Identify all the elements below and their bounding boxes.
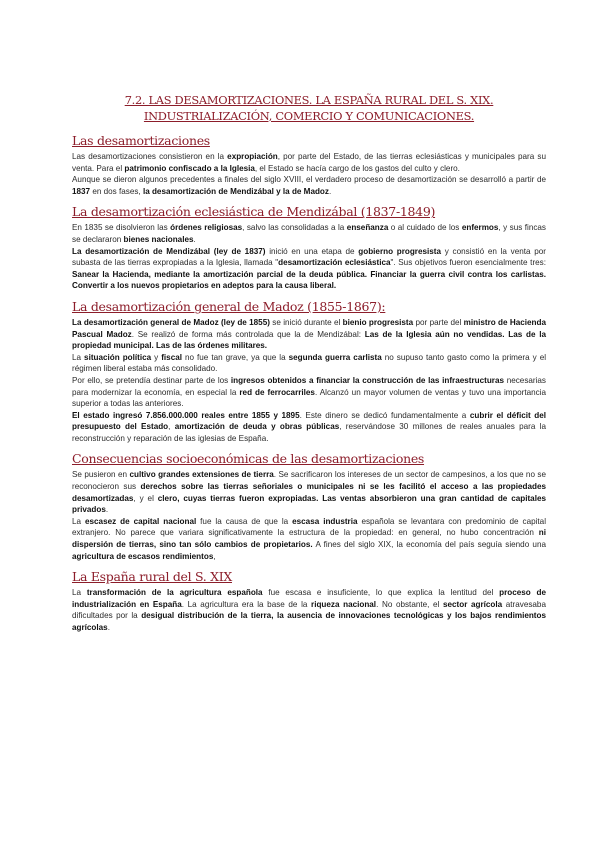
paragraph (72, 352, 546, 375)
text-run: . La agricultura era la base de la (181, 599, 312, 609)
text-run: ". Sus objetivos fueron esencialmente tres: (390, 258, 546, 268)
text-run: En 1835 se disolvieron las (72, 223, 171, 233)
bold-text: cubrir el déficit del presupuesto del Estado (72, 410, 547, 432)
bold-text: derechos sobre las tierras señoriales o municipales ni se les facilitó el acceso a las propiedades desamortizadas (72, 482, 546, 503)
bold-text: desamortización eclesiástica (278, 258, 391, 268)
bold-text: fiscal (161, 352, 182, 362)
text-run: y consistió en la venta por subasta de las tierras expropiadas a la Iglesia, llamada " (72, 246, 546, 268)
bold-text: riqueza nacional (311, 599, 377, 609)
bold-text: La desamortización general de Madoz (ley de 1855) (72, 317, 270, 327)
bold-text: 1837 (72, 186, 91, 196)
text-run: por parte del (413, 317, 464, 327)
text-run: . (193, 234, 196, 244)
text-run: Aunque se dieron algunos precedentes a finales del siglo XVIII, el verdadero proceso de desamortización se desarrolló a partir de (72, 175, 546, 185)
bold-text: Las de la Iglesia aún no vendidas. Las de la propiedad municipal. Las de las órdenes militares. (72, 329, 546, 351)
bold-text: la desamortización de Mendizábal y la de Madoz (142, 186, 329, 196)
text-run: inició en una etapa de (265, 246, 359, 256)
text-run: La (72, 352, 85, 362)
text-run: no fue tan grave, ya que la (182, 352, 289, 362)
text-run: , reservándose 30 millones de reales anuales para la reconstrucción y reparación de las iglesias de España. (72, 422, 547, 443)
text-run: no supuso tanto gasto como la primera y el régimen liberal estaba más consolidado. (72, 352, 547, 374)
text-run: , y el (133, 493, 158, 503)
bold-text: expropiación (227, 152, 278, 161)
text-run: . (105, 505, 109, 515)
bold-text: clero, cuyas tierras fueron expropiadas. Las ventas absorbieron una gran cantidad de capitales privados (72, 493, 546, 515)
document-title: 7.2. LAS DESAMORTIZACIONES. LA ESPAÑA RURAL DEL S. XIX. INDUSTRIALIZACIÓN, COMERCIO Y COMUNICACIONES. (124, 93, 494, 123)
section-heading: La desamortización eclesiástica de Mendizábal (1837-1849) (72, 204, 436, 220)
text-run: y (151, 352, 162, 362)
bold-text: ni dispersión de tierras, sino tan sólo cambios de propietarios. (72, 528, 546, 550)
bold-text: El estado ingresó 7.856.000.000 reales entre 1855 y 1895 (72, 410, 300, 420)
bold-text: transformación de la agricultura española (86, 588, 263, 598)
text-run: , y sus fincas se declararon (72, 223, 546, 244)
bold-text: situación política (84, 352, 152, 362)
bold-text: Sanear la Hacienda, mediante la amortización parcial de la deuda pública. Financiar la guerra civil contra los carlistas. Convertir a los nuevos propietarios en adeptos para la causa liberal. (72, 269, 546, 291)
text-run: , por parte del Estado, de las tierras eclesiásticas y municipales para su venta. Para el (72, 152, 546, 173)
text-run: . No obstante, el (376, 599, 443, 609)
text-run: española se levantara con predominio de capital extranjero. No parece que variara significativamente la estructura de la propiedad: en general, no hubo concentración (72, 516, 546, 538)
section-heading: Consecuencias socioeconómicas de las desamortizaciones (72, 451, 425, 467)
text-run: necesarias para modernizar la economía, en especial la (72, 375, 546, 397)
bold-text: enfermos (461, 223, 499, 233)
paragraph (72, 587, 546, 633)
text-run: en dos fases, (90, 186, 143, 196)
bold-text: órdenes religiosas (170, 223, 243, 233)
bold-text: amortización de deuda y obras públicas (174, 422, 340, 432)
paragraph (72, 317, 546, 352)
bold-text: gobierno progresista (358, 246, 442, 256)
text-run: atravesaba dificultades por la (72, 599, 546, 621)
section-heading: Las desamortizaciones (72, 133, 210, 148)
bold-text: proceso de industrialización en España (72, 588, 546, 609)
paragraph (72, 151, 546, 174)
bold-text: bienio progresista (342, 317, 414, 327)
text-run: . (107, 623, 110, 632)
text-run: . Este dinero se dedicó fundamentalmente a (299, 410, 470, 420)
bold-text: bienes nacionales (123, 234, 194, 244)
text-run: o al cuidado de los (388, 223, 462, 233)
section-heading: La desamortización general de Madoz (1855-1867): (72, 298, 386, 314)
bold-text: escasez de capital nacional (85, 516, 197, 526)
bold-text: agricultura de escasos rendimientos (72, 551, 214, 561)
text-run: . (328, 186, 332, 196)
text-run: , el Estado se hacía cargo de los gastos del culto y clero. (254, 163, 460, 173)
bold-text: ingresos obtenidos a financiar la construcción de las infraestructuras (230, 375, 504, 385)
bold-text: sector agrícola (442, 599, 503, 609)
paragraph (72, 469, 546, 515)
bold-text: enseñanza (346, 223, 389, 233)
text-run: fue escasa e insuficiente, lo que explica la lentitud del (262, 588, 500, 598)
text-run: , (213, 551, 216, 561)
text-run: se inició durante el (269, 317, 343, 327)
text-run: . Alcanzó un mayor volumen de ventas y tuvo una importancia superior a todas las anteriores. (72, 387, 546, 409)
bold-text: segunda guerra carlista (288, 352, 382, 362)
text-run: fue la causa de que la (196, 516, 293, 526)
paragraph (72, 375, 546, 410)
text-run: , (168, 422, 175, 432)
text-run: La (72, 588, 87, 598)
paragraph (72, 222, 546, 245)
text-run: Se pusieron en (72, 470, 130, 480)
document-body (72, 132, 546, 634)
paragraph (72, 246, 546, 292)
text-run: A fines del siglo XIX, la economía del país seguía siendo una (312, 540, 546, 550)
bold-text: red de ferrocarriles (239, 387, 315, 397)
bold-text: La desamortización de Mendizábal (ley de 1837) (72, 246, 266, 256)
bold-text: escasa industria (292, 516, 358, 526)
text-run: Las desamortizaciones consistieron en la (72, 152, 228, 161)
section-heading: La España rural del S. XIX (72, 569, 232, 585)
bold-text: cultivo grandes extensiones de tierra (129, 470, 274, 480)
bold-text: patrimonio confiscado a la Iglesia (124, 163, 255, 173)
bold-text: desigual distribución de la tierra, la ausencia de innovaciones tecnológicas y los bajos rendimientos agrícolas (72, 611, 546, 632)
text-run: La (72, 516, 85, 526)
text-run: . Se realizó de forma más controlada que la de Mendizábal: (131, 329, 365, 339)
paragraph (72, 410, 546, 445)
paragraph (72, 174, 546, 197)
text-run: . Se sacrificaron los intereses de un sector de campesinos, a los que no se reconocieron sus (72, 470, 546, 492)
text-run: , salvo las consolidadas a la (242, 223, 347, 233)
paragraph (72, 516, 546, 562)
text-run: Por ello, se pretendía destinar parte de los (72, 375, 231, 385)
bold-text: ministro de Hacienda Pascual Madoz (72, 317, 547, 339)
